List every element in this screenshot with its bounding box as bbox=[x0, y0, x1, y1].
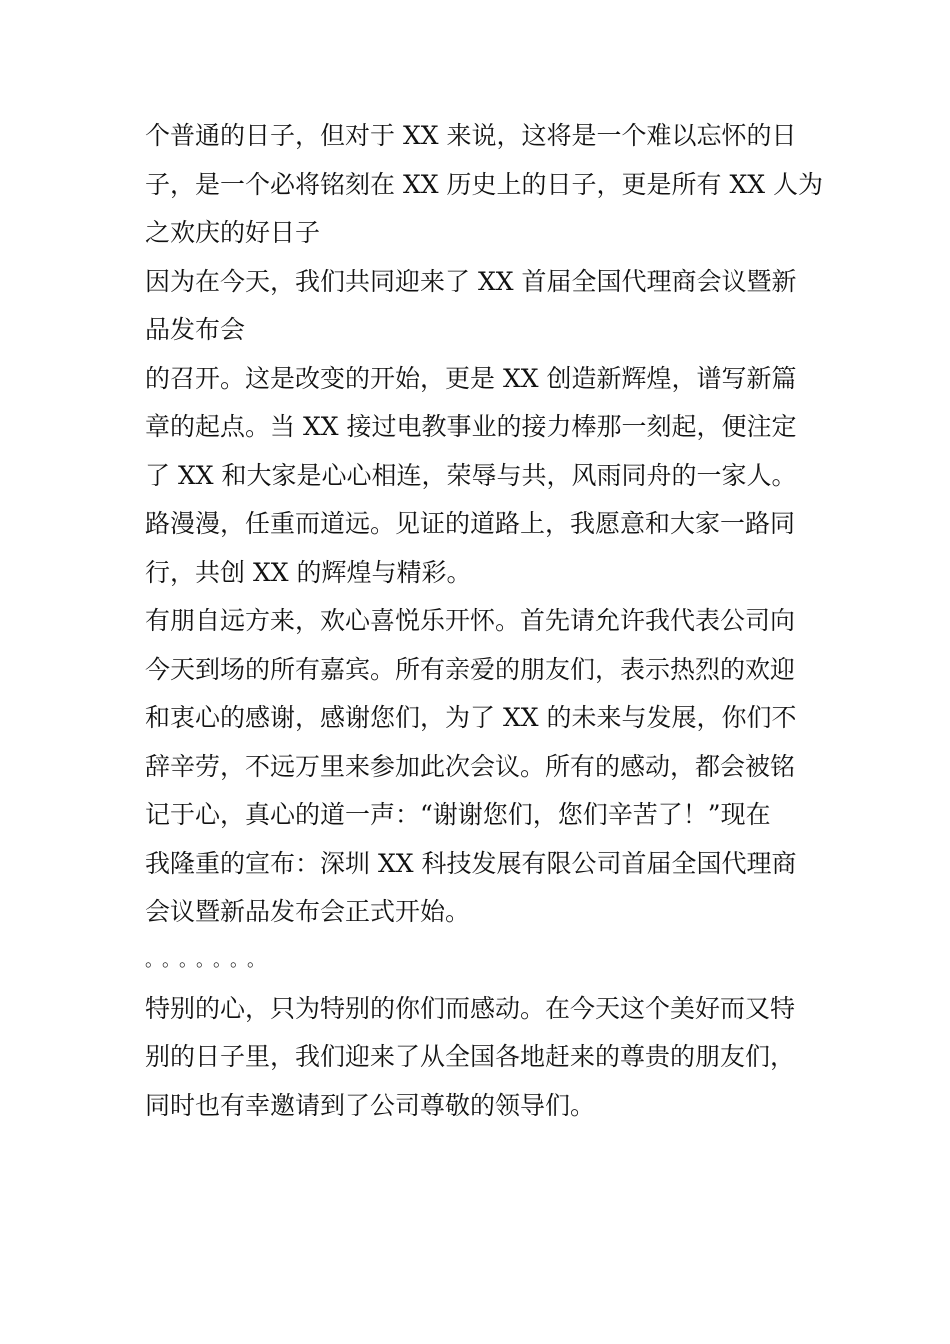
text-line: 了 XX 和大家是心心相连，荣辱与共，风雨同舟的一家人。 bbox=[145, 460, 797, 490]
text-line: 之欢庆的好日子 bbox=[145, 218, 321, 247]
text-line: 和衷心的感谢，感谢您们，为了 XX 的未来与发展，你们不 bbox=[145, 703, 797, 732]
text-line: 章的起点。当 XX 接过电教事业的接力棒那一刻起，便注定 bbox=[145, 412, 797, 441]
text-line: 今天到场的所有嘉宾。所有亲爱的朋友们，表示热烈的欢迎 bbox=[145, 654, 796, 684]
text-line: 会议暨新品发布会正式开始。 bbox=[145, 897, 471, 926]
text-line: 行，共创 XX 的辉煌与精彩。 bbox=[145, 557, 472, 587]
text-line: 因为在今天，我们共同迎来了 XX 首届全国代理商会议暨新 bbox=[145, 266, 797, 296]
document-body bbox=[145, 112, 823, 1130]
text-line: 子，是一个必将铭刻在 XX 历史上的日子，更是所有 XX 人为 bbox=[145, 169, 823, 199]
text-line: 别的日子里，我们迎来了从全国各地赶来的尊贵的朋友们， bbox=[145, 1042, 796, 1071]
ellipsis-line: 。。。。。。。 bbox=[145, 949, 273, 971]
text-line: 辞辛劳，不远万里来参加此次会议。所有的感动，都会被铭 bbox=[145, 751, 796, 781]
text-line: 记于心，真心的道一声：“谢谢您们，您们辛苦了！”现在 bbox=[145, 800, 771, 829]
text-line: 同时也有幸邀请到了公司尊敬的领导们。 bbox=[145, 1090, 596, 1120]
text-line: 特别的心，只为特别的你们而感动。在今天这个美好而又特 bbox=[145, 993, 796, 1023]
text-line: 有朋自远方来，欢心喜悦乐开怀。首先请允许我代表公司向 bbox=[145, 606, 796, 635]
text-line: 个普通的日子，但对于 XX 来说，这将是一个难以忘怀的日 bbox=[145, 121, 797, 150]
text-line: 品发布会 bbox=[145, 315, 246, 344]
text-line: 我隆重的宣布：深圳 XX 科技发展有限公司首届全国代理商 bbox=[145, 848, 797, 878]
text-line: 路漫漫，任重而道远。见证的道路上，我愿意和大家一路同 bbox=[145, 509, 796, 538]
text-line: 的召开。这是改变的开始，更是 XX 创造新辉煌，谱写新篇 bbox=[145, 363, 797, 393]
